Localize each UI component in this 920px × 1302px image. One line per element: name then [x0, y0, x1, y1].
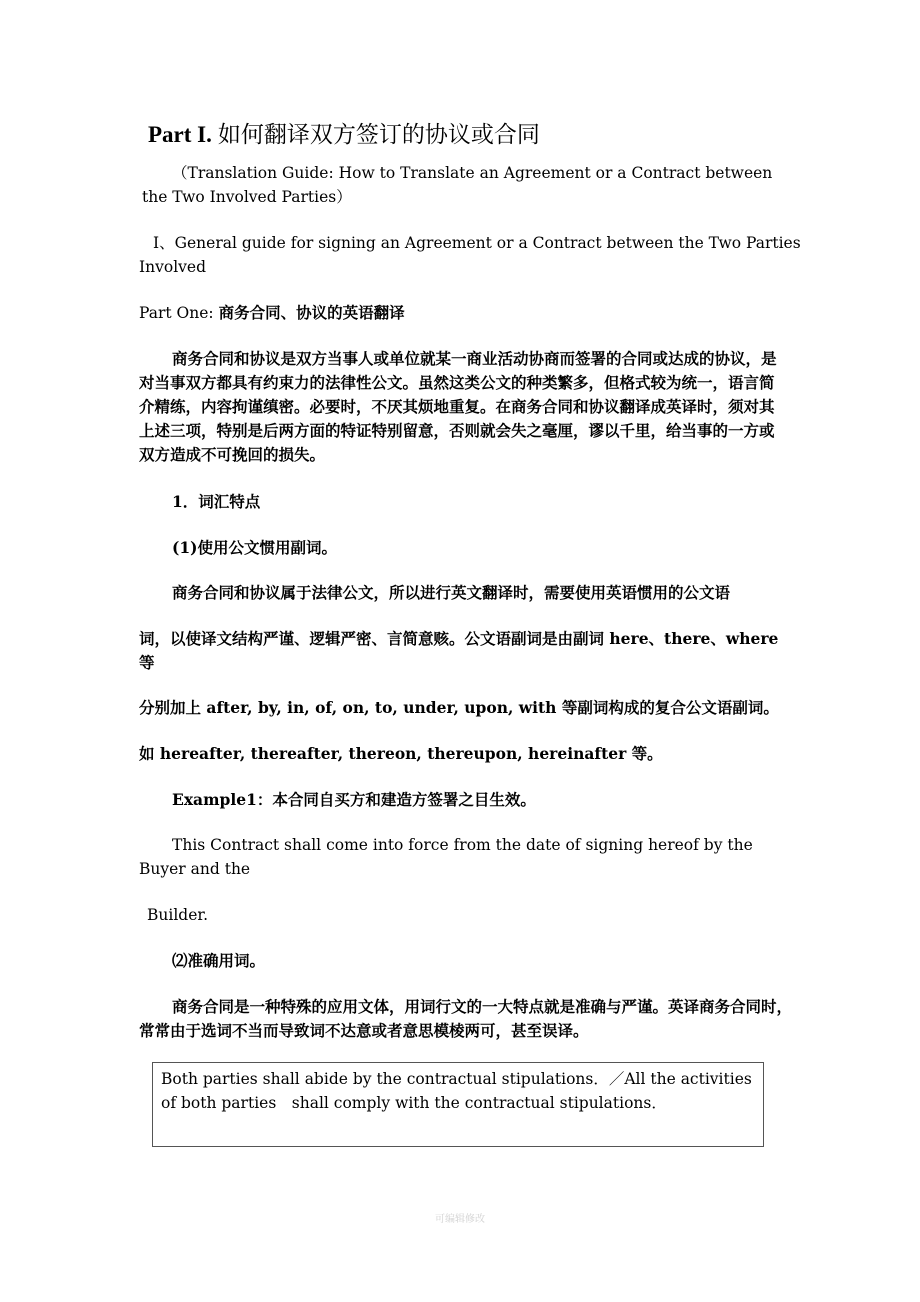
example-text-box — [152, 1062, 764, 1147]
example1-translation-end: Builder. — [147, 906, 209, 924]
example1-translation: This Contract shall come into force from the date of signing hereof by the Buyer and the — [139, 836, 753, 878]
page-title — [148, 118, 540, 152]
footer-watermark: 可编辑修改 — [435, 1214, 485, 1225]
example-box-text: Both parties shall abide by the contractual stipulations．／All the activities of both parties shall comply with the contractual stipulations． — [161, 1070, 752, 1112]
part-one-heading — [139, 301, 809, 325]
adverb-paragraph-line-1: 商务合同和协议属于法律公文，所以进行英文翻译时，需要使用英语惯用的公文语 — [172, 583, 731, 602]
title-chinese: 如何翻译双方签订的协议或合同 — [217, 122, 540, 147]
accuracy-paragraph: 商务合同是一种特殊的应用文体，用词行文的一大特点就是准确与严谨。英译商务合同时，常常由于选词不当而导致词不达意或者意思模棱两可，甚至误译。 — [139, 997, 793, 1040]
part-one-en: Part One: — [139, 304, 219, 322]
subheading-adverbs: (1)使用公文惯用副词。 — [172, 538, 337, 557]
title-part-label: Part I. — [148, 122, 212, 147]
subtitle: （Translation Guide: How to Translate an Agreement or a Contract between the Two Involved Parties） — [142, 164, 773, 206]
part-one-cn: 商务合同、协议的英语翻译 — [218, 303, 405, 322]
vocab-heading: 1．词汇特点 — [172, 492, 261, 511]
intro-paragraph: 商务合同和协议是双方当事人或单位就某一商业活动协商而签署的合同或达成的协议，是对当事双方都具有约束力的法律性公文。虽然这类公文的种类繁多，但格式较为统一，语言简介精练，内容拘谨缜密。必要时，不厌其烦地重复。在商务合同和协议翻译成英译时，须对其上述三项，特别是后两方面的特证特别留意，否则就会失之毫厘，谬以千里，给当事的一方或双方造成不可挽回的损失。 — [139, 349, 777, 464]
subheading-accuracy: ⑵准确用词。 — [172, 951, 266, 970]
adverb-paragraph-line-4: 如 hereafter, thereafter, thereon, thereupon, hereinafter 等。 — [139, 744, 663, 763]
adverb-paragraph-line-2: 词，以使译文结构严谨、逻辑严密、言简意赅。公文语副词是由副词 here、there、where 等 — [139, 629, 779, 672]
general-guide-heading: I、General guide for signing an Agreement or a Contract between the Two Parties Involved — [139, 234, 801, 276]
adverb-paragraph-line-3: 分别加上 after, by, in, of, on, to, under, upon, with 等副词构成的复合公文语副词。 — [139, 698, 779, 717]
example1-label: Example1：本合同自买方和建造方签署之目生效。 — [172, 790, 536, 809]
